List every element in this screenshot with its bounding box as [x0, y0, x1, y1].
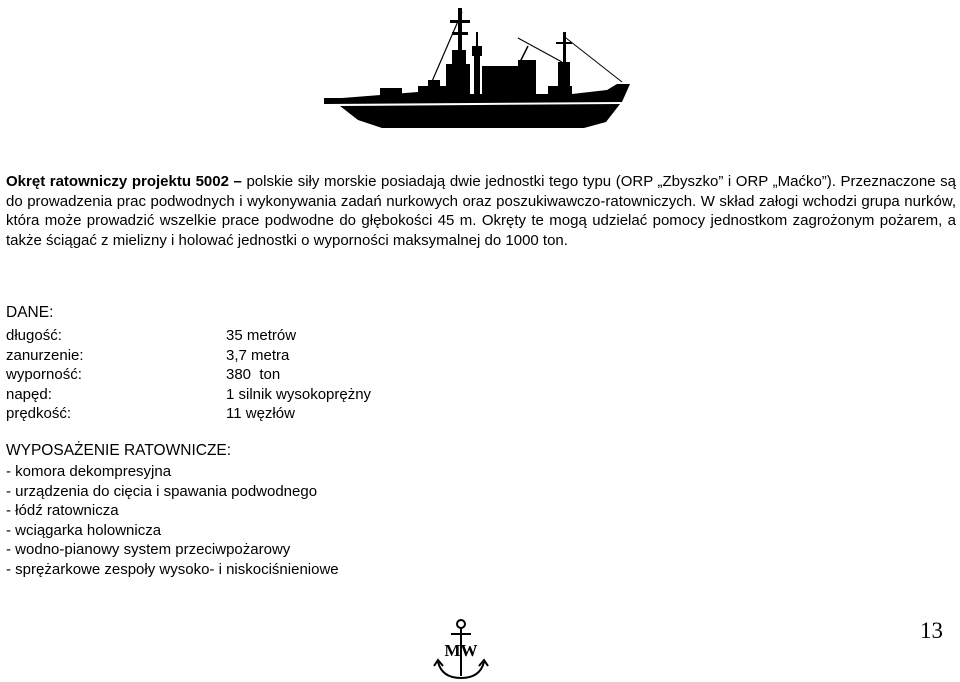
list-item: - łódź ratownicza	[6, 501, 339, 521]
list-item: - komora dekompresyjna	[6, 462, 339, 482]
table-row	[6, 326, 371, 346]
table-row	[6, 346, 371, 366]
spec-value: 3,7 metra	[226, 346, 290, 364]
list-item: - sprężarkowe zespoły wysoko- i niskociśnieniowe	[6, 560, 339, 580]
spec-label: prędkość:	[6, 405, 72, 423]
ship-silhouette-image	[322, 2, 632, 134]
spec-label: wyporność:	[6, 366, 82, 384]
spec-label: zanurzenie:	[6, 346, 84, 364]
table-row	[6, 365, 371, 385]
intro-paragraph	[6, 172, 956, 250]
navy-anchor-emblem-icon	[430, 616, 492, 682]
list-item: - wodno-pianowy system przeciwpożarowy	[6, 540, 339, 560]
equipment-heading: WYPOSAŻENIE RATOWNICZE:	[6, 442, 232, 459]
spec-value: 11 węzłów	[226, 405, 295, 423]
list-item: - urządzenia do cięcia i spawania podwodnego	[6, 482, 339, 502]
specifications-table	[6, 326, 371, 424]
intro-text: polskie siły morskie posiadają dwie jednostki tego typu (ORP „Zbyszko” i ORP „Maćko”). Przeznaczone są do prowadzenia prac podwodnych i wykonywania zadań nurkowych oraz poszukiwawczo-ratowniczych. W skład załogi wchodzi grupa nurków, która może prowadzić wszelkie prace podwodne do głębokości 45 m. Okręty te mogą udzielać pomocy jednostkom zagrożonym pożarem, a także ściągać z mielizny i holować jednostki o wyporności maksymalnej do 1000 ton.	[6, 173, 956, 249]
spec-label: długość:	[6, 327, 62, 344]
spec-label: napęd:	[6, 385, 52, 403]
table-row	[6, 385, 371, 405]
spec-value: 1 silnik wysokoprężny	[226, 385, 372, 403]
dane-heading: DANE:	[6, 304, 54, 321]
table-row	[6, 404, 371, 424]
spec-value: 35 metrów	[226, 327, 297, 344]
equipment-list	[6, 462, 339, 580]
page-number: 13	[920, 618, 943, 643]
spec-value: 380 ton	[226, 366, 281, 384]
list-item: - wciągarka holownicza	[6, 521, 339, 541]
ship-name-heading: Okręt ratowniczy projektu 5002 –	[6, 173, 242, 190]
emblem-letters: MW	[444, 641, 478, 660]
